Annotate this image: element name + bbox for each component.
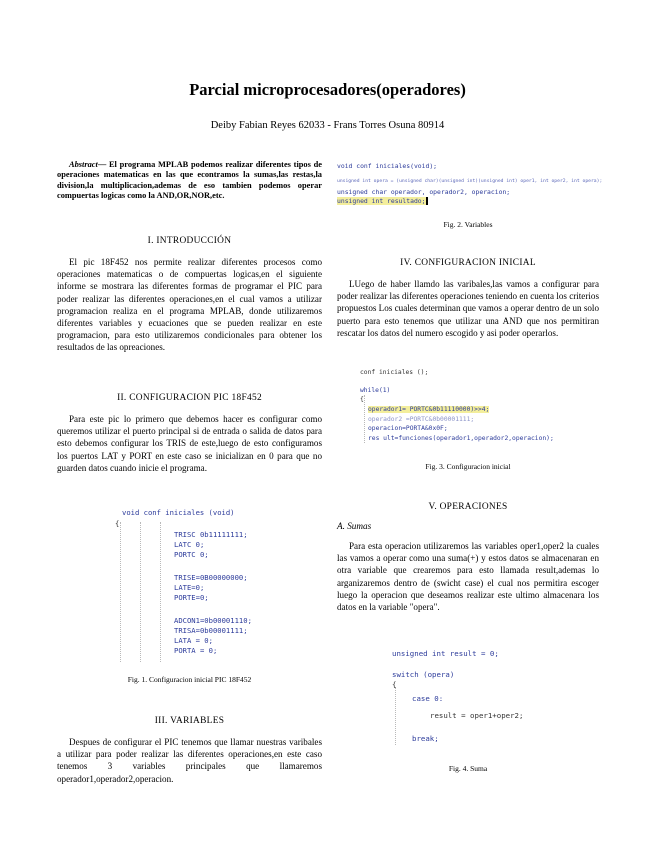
intro-text: El pic 18F452 nos permite realizar diferentes procesos como operaciones matematicas o de compuertas logicas,en el siguiente informe se mostrara las diferentes formas de programar el PIC para poder realizar las diferentes operaciones,en el cual vamos a utilizar programacion realiza en el programa MPLAB, donde utilizaremos diferentes variables y ecuaciones que se pueden realizar en este programacion, para esto utilizaremos condicionales para obtener los resultados de las opreaciones. (57, 257, 322, 353)
section-config (57, 393, 322, 474)
fig4-line: switch (opera) (392, 670, 455, 679)
figure-4-code (392, 649, 592, 749)
abstract (57, 160, 322, 202)
figure-1-code (112, 508, 312, 668)
config-inicial-heading: IV. CONFIGURACION INICIAL (400, 258, 536, 268)
fig1-line: LATA = 0; (174, 636, 213, 645)
fig1-line: { (115, 519, 120, 528)
fig1-line: LATE=0; (174, 583, 205, 592)
fig4-line: unsigned int result = 0; (392, 649, 499, 658)
fig3-line: operacion=PORTA&0x0F; (368, 425, 448, 432)
sumas-text: Para esta operacion utilizaremos las variables oper1,oper2 la cuales las vamos a operar como una suma(+) y estos datos se almacenaran en otra variable que crearemos para esto llamada result,ademas lo arganizaremos dentro de (swicht case) el cual nos permitira escoger luego la operacion que deseamos realizar este ultimo almacenara los datos en la variable "opera". (337, 541, 599, 613)
sumas-subheading: A. Sumas (337, 521, 372, 531)
figure-3-caption: Fig. 3. Configuracion inicial (425, 462, 511, 471)
figure-3-code (360, 369, 600, 449)
fig3-line (368, 406, 489, 413)
left-column (57, 160, 322, 202)
intro-heading: I. INTRODUCCIÓN (147, 236, 232, 246)
figure-4-caption: Fig. 4. Suma (448, 764, 488, 773)
section-intro (57, 236, 322, 354)
variables-text: Despues de configurar el PIC tenemos que llamar nuestras varibales a utilizar para poder realizar las diferentes operaciones,en este caso tenemos 3 variables principales que llamaremos operador1,operador2,operacion. (57, 737, 322, 784)
fig3-line: { (360, 396, 364, 403)
abstract-label: Abstract (69, 160, 98, 169)
fig2-line: void conf iniciales(void); (337, 162, 438, 170)
fig2-line (337, 197, 428, 205)
fig3-line: operador2 =PORTC&0b00001111; (368, 416, 475, 423)
operaciones-heading: V. OPERACIONES (428, 502, 508, 512)
fig1-line: TRISC 0b11111111; (174, 530, 248, 539)
fig3-line: conf iniciales (); (360, 369, 429, 376)
fig3-highlight: operador1= PORTC&0b11110000)>>4; (368, 406, 490, 413)
variables-heading: III. VARIABLES (154, 716, 225, 726)
paper-authors: Deiby Fabian Reyes 62033 - Frans Torres Osuna 80914 (210, 120, 445, 131)
fig4-line: case 0: (412, 694, 444, 703)
fig1-line: TRISA=0b00001111; (174, 626, 248, 635)
fig3-line: while(1) (360, 387, 391, 394)
fig1-line: PORTE=0; (174, 593, 209, 602)
section-config-inicial (337, 258, 599, 339)
text-cursor-icon (426, 197, 428, 205)
config-text: Para este pic lo primero que debemos hacer es configurar como queremos utilizar el puerto principal si de entrada o salida de datos para esto debemos configurar los TRIS de este,luego de esto configuramos los puertos LAT y PORT en este caso se inicializan en 0 para que no guarden datos cuando inicie el programa. (57, 414, 322, 473)
fig2-highlight: unsigned int resultado; (337, 197, 426, 205)
section-variables (57, 716, 322, 785)
fig1-line: PORTC 0; (174, 550, 209, 559)
fig4-line: break; (412, 734, 439, 743)
config-heading: II. CONFIGURACION PIC 18F452 (117, 393, 262, 403)
fig1-line: void conf iniciales (void) (122, 508, 235, 517)
fig2-line: unsigned int opera = (unsigned char)(unsigned int)(unsigned int) oper1, int oper2, int opera); (337, 179, 603, 184)
paper-title: Parcial microprocesadores(operadores) (189, 80, 466, 99)
fig1-line: PORTA = 0; (174, 646, 218, 655)
figure-2-code (337, 160, 603, 208)
abstract-text: — El programa MPLAB podemos realizar diferentes tipos de operaciones matematicas en las que econtramos la sumas,las restas,la division,la multiplicacion,ademas de eso tambien podemos operar compuertas logicas como la AND,OR,NOR,etc. (57, 160, 322, 201)
fig3-line: res ult=funciones(operador1,operador2,operacion); (368, 435, 554, 442)
fig1-line: LATC 0; (174, 540, 205, 549)
config-inicial-text: LUego de haber llamdo las varibales,las vamos a configurar para poder realizar las diferentes operaciones teniendo en cuenta los criterios propuestos Los cuales determinan que vamos a operar dentro de un solo puerto para esto tenemos que utilizar una AND que nos permitiran rescatar los datos del numero escogido y asi poder operarlos. (337, 279, 599, 338)
fig2-line: unsigned char operador, operador2, operacion; (337, 188, 511, 196)
fig1-line: TRISE=0B00000000; (174, 573, 248, 582)
section-operaciones (337, 502, 599, 613)
figure-1-caption: Fig. 1. Configuracion inicial PIC 18F452 (127, 675, 252, 684)
fig4-line: { (392, 680, 397, 689)
fig4-line: result = oper1+oper2; (430, 711, 524, 720)
fig1-line: ADCON1=0b00001110; (174, 616, 252, 625)
figure-2-caption: Fig. 2. Variables (443, 220, 493, 229)
